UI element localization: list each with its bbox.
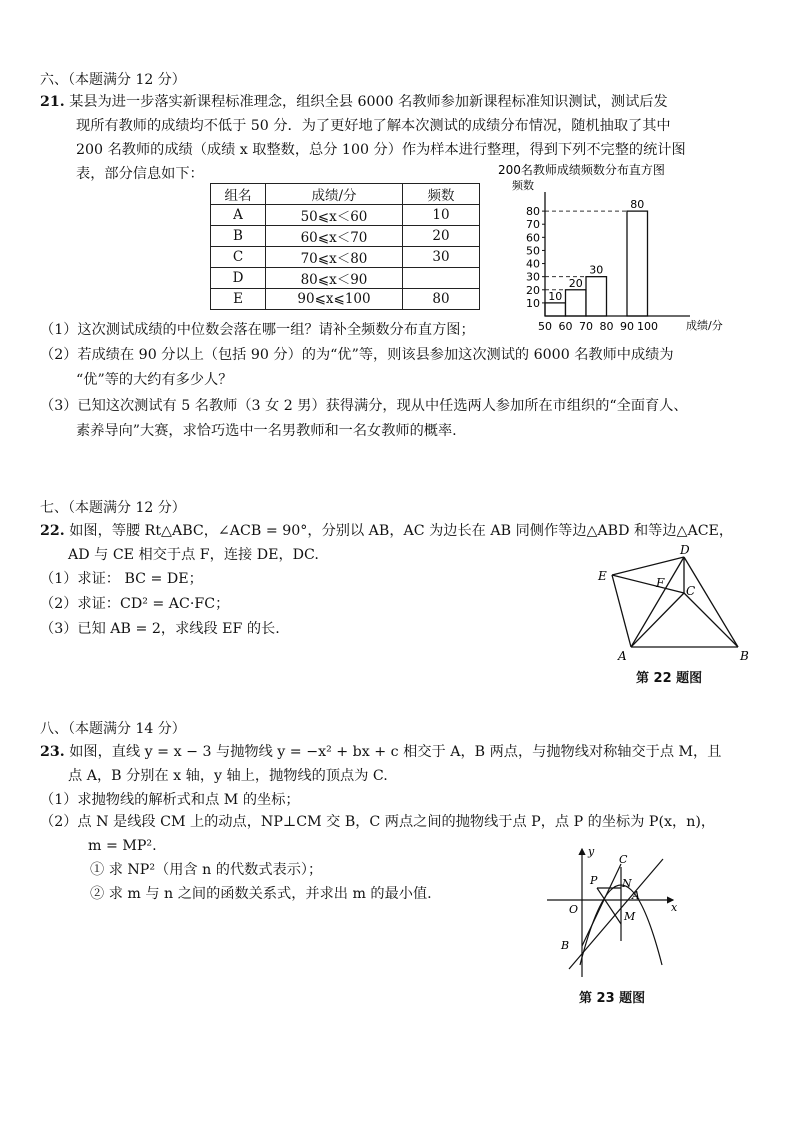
table-cell: D [211,268,266,289]
q23-coordinate-figure [545,845,685,983]
label-a: A [618,649,627,661]
q23-line-1 [40,742,721,762]
label-x: x [671,901,678,914]
table-cell: 10 [403,205,480,226]
frequency-histogram [490,158,760,333]
q21-line-2: 现所有教师的成绩均不低于 50 分．为了更好地了解本次测试的成绩分布情况，随机抽取了其中 [76,118,671,134]
q22-part-2: （2）求证：CD² = AC·FC； [40,596,230,612]
table-cell: 30 [403,247,480,268]
q23-number: 23. [40,744,65,760]
q21-part-2a: （2）若成绩在 90 分以上（包括 90 分）的为“优”等，则该县参加这次测试的 6000 名教师中成绩为 [40,347,674,363]
q22-section-heading: 七、（本题满分 12 分） [40,500,186,516]
table-cell: C [211,247,266,268]
y-tick-label: 60 [526,231,540,245]
q21-line-4: 表，部分信息如下： [76,166,204,182]
q21-number: 21. [40,94,65,110]
q22-text-1: 如图，等腰 Rt△ABC，∠ACB = 90°，分别以 AB，AC 为边长在 AB 同侧作等边△ABD 和等边△ACE， [69,523,734,539]
q23-section-heading: 八、（本题满分 14 分） [40,721,186,737]
chart-xlabel: 成绩/分 [686,319,723,332]
q22-figure-caption: 第 22 题图 [636,671,703,686]
q21-part-3b: 素养导向”大赛，求恰巧选中一名男教师和一名女教师的概率. [76,423,457,439]
label-c: C [686,584,696,598]
histogram-bar [545,303,566,316]
table-cell: 60⩽x＜70 [266,226,403,247]
q23-part-2: （2）点 N 是线段 CM 上的动点，NP⊥CM 交 B，C 两点之间的抛物线于点 P，点 P 的坐标为 P(x，n)， [40,814,716,830]
q22-number: 22. [40,523,65,539]
bar-value-label: 30 [589,263,604,277]
q21-part-2b: “优”等的大约有多少人？ [76,372,233,388]
q22-part-1: （1）求证： BC = DE； [40,571,203,587]
table-row [211,289,480,310]
y-tick-label: 70 [526,218,540,232]
label-y: y [588,845,595,858]
table-header-cell: 频数 [403,184,480,205]
label-n: N [622,877,632,890]
table-cell: 90⩽x⩽100 [266,289,403,310]
x-tick-label: 90 [620,320,634,333]
label-m: M [624,910,636,923]
q22-geometry-figure [590,543,760,661]
segment-de [612,557,684,575]
table-row [211,247,480,268]
q23-part-2b: m = MP². [88,838,157,854]
x-tick-label: 100 [637,320,658,333]
chart-ylabel: 频数 [512,179,534,192]
q21-line-1 [40,92,668,112]
segment-ae [612,575,631,647]
segment-bc [582,864,621,946]
q22-line-2: AD 与 CE 相交于点 F，连接 DE，DC. [68,547,319,563]
table-header-row [211,184,480,205]
histogram-bar [627,211,648,316]
q21-part-3a: （3）已知这次测试有 5 名教师（3 女 2 男）获得满分，现从中任选两人参加所在市组织的“全面育人、 [40,398,688,414]
table-cell: 50⩽x＜60 [266,205,403,226]
frequency-table [210,183,480,310]
q23-part-1: （1）求抛物线的解析式和点 M 的坐标； [40,792,300,808]
table-cell [403,268,480,289]
x-tick-label: 80 [599,320,614,333]
table-cell: 80⩽x＜90 [266,268,403,289]
histogram-bar [566,290,587,316]
label-c: C [619,853,628,866]
table-row [211,205,480,226]
label-p: P [590,874,598,887]
table-header-cell: 组名 [211,184,266,205]
bar-value-label: 10 [548,289,563,303]
q21-section-heading: 六、（本题满分 12 分） [40,72,186,88]
x-tick-label: 60 [558,320,573,333]
y-tick-label: 50 [526,244,540,258]
table-cell: 20 [403,226,480,247]
q22-part-3: （3）已知 AB = 2，求线段 EF 的长. [40,621,280,637]
table-cell: A [211,205,266,226]
q21-line-3: 200 名教师的成绩（成绩 x 取整数，总分 100 分）作为样本进行整理，得到下列不完整的统计图 [76,142,686,158]
table-cell: E [211,289,266,310]
table-row [211,226,480,247]
q23-figure-caption: 第 23 题图 [579,991,646,1006]
label-a: A [632,889,640,902]
bar-value-label: 80 [630,198,645,212]
x-tick-label: 50 [538,320,552,333]
table-cell: 80 [403,289,480,310]
x-tick-label: 70 [579,320,593,333]
segment-ec [612,575,684,593]
q23-text-1: 如图，直线 y = x − 3 与抛物线 y = −x² + bx + c 相交于 A，B 两点，与抛物线对称轴交于点 M，且 [69,744,722,760]
table-cell: B [211,226,266,247]
q21-text-1: 某县为进一步落实新课程标准理念，组织全县 6000 名教师参加新课程标准知识测试，测试后发 [69,94,668,110]
chart-title: 200名教师成绩频数分布直方图 [498,163,665,177]
table-header-cell: 成绩/分 [266,184,403,205]
q23-sub-1: ① 求 NP²（用含 n 的代数式表示）； [90,862,323,878]
q23-sub-2: ② 求 m 与 n 之间的函数关系式，并求出 m 的最小值. [90,886,432,902]
table-row [211,268,480,289]
table-cell: 70⩽x＜80 [266,247,403,268]
label-b: B [561,939,570,952]
y-tick-label: 20 [526,283,540,297]
y-tick-label: 40 [526,257,540,271]
y-tick-label: 30 [526,270,540,284]
y-tick-label: 80 [526,205,540,219]
label-b: B [740,649,749,661]
y-tick-label: 10 [526,296,540,310]
label-o: O [569,903,579,916]
q21-part-1: （1）这次测试成绩的中位数会落在哪一组？请补全频数分布直方图； [40,322,475,338]
histogram-bar [586,277,607,316]
bar-value-label: 20 [568,276,583,290]
q22-line-1 [40,521,733,541]
q23-line-2: 点 A，B 分别在 x 轴，y 轴上，抛物线的顶点为 C. [68,768,388,784]
label-e: E [598,569,607,583]
label-d: D [680,543,690,557]
label-f: F [656,576,665,590]
